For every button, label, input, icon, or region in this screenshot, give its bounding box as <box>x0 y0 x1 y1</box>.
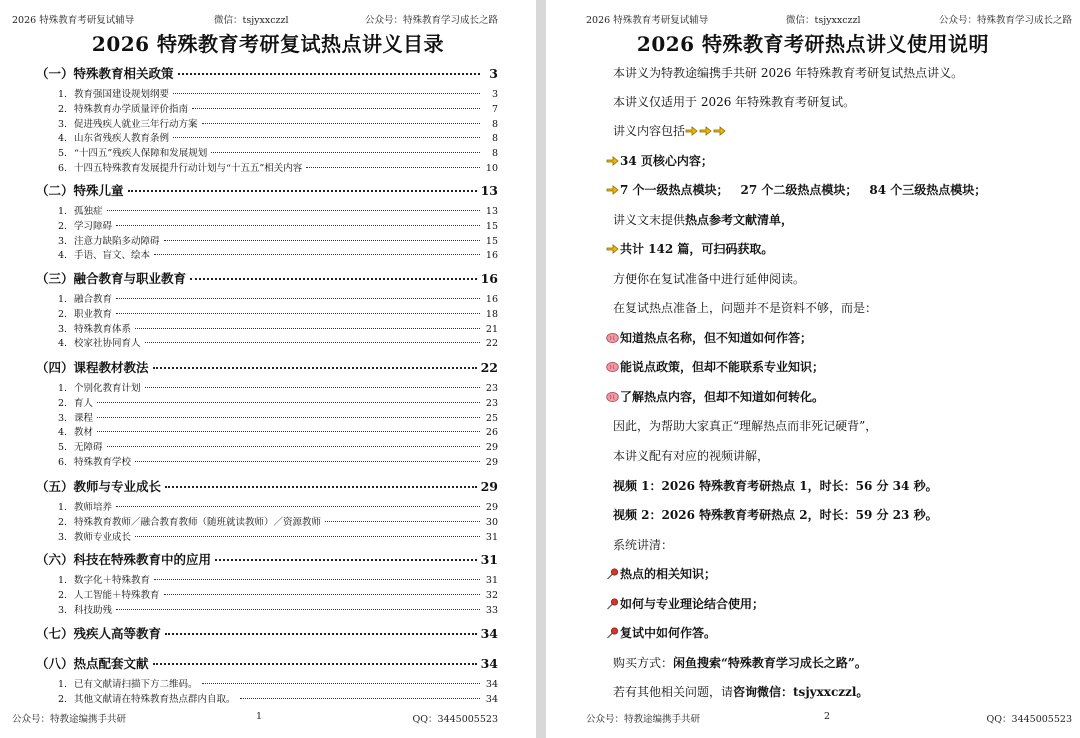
toc-item-number: 2. <box>58 103 68 115</box>
toc-item-number: 2. <box>58 220 68 232</box>
toc-section[interactable] <box>36 477 498 495</box>
toc-item-number: 3. <box>58 235 68 247</box>
toc-item-number: 1. <box>58 383 68 394</box>
bullet-line: 复试中如何作答。 <box>606 624 716 641</box>
toc-section[interactable] <box>36 64 498 82</box>
footer-right: QQ：3445005523 <box>986 714 1072 725</box>
pointing-hand-icon <box>606 184 619 196</box>
toc-page-number: 8 <box>491 148 498 160</box>
dot-leader <box>240 698 480 699</box>
toc-item-number: 5. <box>58 148 68 160</box>
toc-item-number: 1. <box>58 502 68 513</box>
toc-page-number: 34 <box>485 679 498 690</box>
toc-section[interactable] <box>36 624 498 642</box>
toc-item[interactable] <box>58 306 498 320</box>
toc-item[interactable] <box>58 529 498 543</box>
toc-page-number: 3 <box>491 89 498 100</box>
dot-leader <box>165 486 477 488</box>
bullet-line: 共计 142 篇，可扫码获取。 <box>606 240 773 257</box>
toc-section[interactable] <box>36 550 498 568</box>
toc-item[interactable] <box>58 587 498 601</box>
toc-item-number: 1. <box>58 206 68 217</box>
toc-item[interactable] <box>58 499 498 513</box>
toc-page-number: 34 <box>485 693 498 705</box>
dot-leader <box>145 387 480 388</box>
toc-item-label: 已有文献请扫描下方二维码。 <box>74 679 198 690</box>
toc-page <box>0 0 536 738</box>
pointing-hand-icon <box>685 125 698 137</box>
bullet-line: 知道热点名称，但不知道如何作答； <box>606 329 812 346</box>
toc-item[interactable] <box>58 410 498 424</box>
bullet-line: 34 页核心内容； <box>606 152 713 169</box>
toc-item-number: 3. <box>58 531 68 543</box>
toc-page-number: 31 <box>480 552 498 567</box>
toc-item-label: 科技助残 <box>74 604 113 616</box>
toc-page-number: 8 <box>491 133 498 145</box>
toc-item-number: 6. <box>58 457 68 468</box>
toc-item-label: 其他文献请在特殊教育热点群内自取。 <box>74 693 236 705</box>
pointing-hand-icon <box>606 155 619 167</box>
text-line: 讲义文末提供 热点参考文献清单， <box>613 213 794 227</box>
toc-page-number: 3 <box>489 66 498 81</box>
toc-item[interactable] <box>58 218 498 232</box>
pushpin-icon <box>606 598 619 610</box>
toc-item-label: 山东省残疾人教育条例 <box>74 133 170 145</box>
toc-page-number: 30 <box>485 516 498 528</box>
toc-item-label: 教育强国建设规划纲要 <box>74 89 170 100</box>
dot-leader <box>154 579 480 580</box>
bullet-line: 了解热点内容，但却不知道如何转化。 <box>606 388 824 405</box>
toc-item[interactable] <box>58 291 498 305</box>
toc-section-label: （三）融合教育与职业教育 <box>36 271 187 286</box>
toc-page-number: 29 <box>485 442 498 454</box>
toc-page-number: 23 <box>485 397 498 409</box>
toc-section-label: （六）科技在特殊教育中的应用 <box>36 552 212 567</box>
dot-leader <box>173 93 480 94</box>
dot-leader <box>202 123 480 124</box>
video-line: 视频 2：2026 特殊教育考研热点 2，时长：59 分 23 秒。 <box>613 508 938 522</box>
toc-page-number: 16 <box>485 294 498 305</box>
purchase-line: 购买方式： 闲鱼搜索“特殊教育学习成长之路”。 <box>613 656 867 670</box>
toc-item-label: 特殊教育体系 <box>74 323 132 335</box>
header-left: 2026 特殊教育考研复试辅导 <box>12 15 135 26</box>
dot-leader <box>116 313 480 314</box>
toc-page-number: 22 <box>485 338 498 350</box>
toc-page-number: 13 <box>480 183 498 198</box>
header-wechat: 微信：tsjyxxczzl <box>786 15 861 26</box>
page-title: 2026 特殊教育考研复试热点讲义目录 <box>91 32 445 56</box>
toc-item[interactable] <box>58 602 498 616</box>
dot-leader <box>107 210 480 211</box>
toc-item-label: 课程 <box>74 412 94 424</box>
toc-section-label: （一）特殊教育相关政策 <box>36 66 174 81</box>
dot-leader <box>153 367 477 369</box>
footer-right: QQ：3445005523 <box>412 714 498 725</box>
toc-item[interactable] <box>58 439 498 453</box>
toc-page-number: 8 <box>491 118 498 130</box>
toc-item-number: 4. <box>58 338 68 350</box>
toc-item-number: 4. <box>58 133 68 145</box>
toc-item-label: 十四五特殊教育发展提升行动计划与“十五五”相关内容 <box>74 163 303 174</box>
toc-item-number: 3. <box>58 118 68 130</box>
toc-section-label: （七）残疾人高等教育 <box>36 626 162 641</box>
toc-section[interactable] <box>36 358 498 376</box>
toc-page-number: 26 <box>485 427 498 439</box>
toc-item-label: 无障碍 <box>74 442 103 454</box>
toc-item-label: 教师专业成长 <box>74 531 132 543</box>
toc-item[interactable] <box>58 130 498 144</box>
toc-page-number: 31 <box>485 575 498 586</box>
toc-page-number: 29 <box>485 502 498 513</box>
dot-leader <box>145 342 480 343</box>
toc-item[interactable] <box>58 395 498 409</box>
video-line: 视频 1：2026 特殊教育考研热点 1，时长：56 分 34 秒。 <box>613 479 938 493</box>
toc-item[interactable] <box>58 160 498 174</box>
toc-page-number: 32 <box>485 589 498 601</box>
dot-leader <box>165 633 477 635</box>
header-left: 2026 特殊教育考研复试辅导 <box>586 15 709 26</box>
dot-leader <box>116 298 480 299</box>
toc-item-label: 特殊教育学校 <box>74 457 132 468</box>
toc-item-label: “十四五”残疾人保障和发展规划 <box>74 148 208 160</box>
pushpin-icon <box>606 627 619 639</box>
toc-item-label: 教师培养 <box>74 502 113 513</box>
toc-item-number: 1. <box>58 294 68 305</box>
dot-leader <box>135 461 480 462</box>
dot-leader <box>97 402 480 403</box>
dot-leader <box>215 559 477 561</box>
toc-page-number: 15 <box>485 220 498 232</box>
toc-item-number: 4. <box>58 427 68 439</box>
toc-item[interactable] <box>58 203 498 217</box>
bullet-line: 热点的相关知识； <box>606 565 716 582</box>
toc-page-number: 15 <box>485 235 498 247</box>
toc-item[interactable] <box>58 424 498 438</box>
instructions-page <box>546 0 1080 738</box>
dot-leader <box>190 278 477 280</box>
pointing-hand-icon <box>606 243 619 255</box>
toc-page-number: 7 <box>491 103 498 115</box>
toc-item-number: 2. <box>58 693 68 705</box>
toc-page-number: 34 <box>480 656 498 671</box>
dot-leader <box>128 190 477 192</box>
text-line: 系统讲清： <box>613 538 674 552</box>
header-wechat: 微信：tsjyxxczzl <box>214 15 289 26</box>
toc-item-label: 人工智能＋特殊教育 <box>74 589 160 601</box>
toc-page-number: 16 <box>480 271 498 286</box>
dot-leader <box>135 536 480 537</box>
toc-item-label: 孤独症 <box>74 206 103 217</box>
text-line: 讲义内容包括 <box>613 122 727 139</box>
dot-leader <box>97 431 480 432</box>
dot-leader <box>116 609 480 610</box>
toc-item-label: 特殊教育教师／融合教育教师（随班就读教师）／资源教师 <box>74 516 322 528</box>
toc-page-number: 31 <box>485 531 498 543</box>
toc-item-number: 3. <box>58 412 68 424</box>
dot-leader <box>211 152 480 153</box>
toc-item[interactable] <box>58 233 498 247</box>
toc-item-number: 1. <box>58 679 68 690</box>
toc-page-number: 29 <box>480 479 498 494</box>
toc-item-label: 注意力缺陷多动障碍 <box>74 235 160 247</box>
page-title: 2026 特殊教育考研热点讲义使用说明 <box>636 32 990 56</box>
toc-item-label: 促进残疾人就业三年行动方案 <box>74 118 198 130</box>
toc-item-label: 学习障碍 <box>74 220 113 232</box>
toc-page-number: 21 <box>485 323 498 335</box>
toc-item-number: 3. <box>58 604 68 616</box>
toc-section-label: （二）特殊儿童 <box>36 183 124 198</box>
text-line: 方便你在复试准备中进行延伸阅读。 <box>613 272 806 286</box>
text-line: 本讲义为特教途编携手共研 2026 年特殊教育考研复试热点讲义。 <box>613 66 964 80</box>
toc-item[interactable] <box>58 86 498 100</box>
toc-item-number: 6. <box>58 163 68 174</box>
toc-section[interactable] <box>36 181 498 199</box>
toc-item-number: 2. <box>58 308 68 320</box>
footer-left: 公众号：特教途编携手共研 <box>12 714 127 725</box>
dot-leader <box>306 167 480 168</box>
toc-item[interactable] <box>58 335 498 349</box>
toc-item-number: 4. <box>58 250 68 262</box>
toc-item[interactable] <box>58 572 498 586</box>
toc-page-number: 18 <box>485 308 498 320</box>
toc-item[interactable] <box>58 514 498 528</box>
toc-item-label: 职业教育 <box>74 308 113 320</box>
dot-leader <box>192 108 480 109</box>
dot-leader <box>202 683 480 684</box>
dot-leader <box>153 663 477 665</box>
toc-item-label: 校家社协同育人 <box>74 338 141 350</box>
dot-leader <box>116 225 480 226</box>
pointing-hand-icon <box>713 125 726 137</box>
toc-section-label: （五）教师与专业成长 <box>36 479 162 494</box>
toc-item[interactable] <box>58 454 498 468</box>
text-line: 在复试热点准备上，问题并不是资料不够，而是： <box>613 301 878 315</box>
toc-item[interactable] <box>58 247 498 261</box>
toc-item-number: 1. <box>58 575 68 586</box>
bullet-line: 7 个一级热点模块； 27 个二级热点模块； 84 个三级热点模块； <box>606 181 986 198</box>
toc-item[interactable] <box>58 116 498 130</box>
toc-item-label: 手语、盲文、绘本 <box>74 250 151 262</box>
text-line: 本讲义配有对应的视频讲解， <box>613 449 770 463</box>
dot-leader <box>97 417 480 418</box>
pointing-hand-icon <box>699 125 712 137</box>
toc-item[interactable] <box>58 101 498 115</box>
dot-leader <box>107 446 480 447</box>
toc-section-label: （八）热点配套文献 <box>36 656 149 671</box>
toc-item-label: 融合教育 <box>74 294 113 305</box>
toc-section-label: （四）课程教材教法 <box>36 360 149 375</box>
bullet-line: 如何与专业理论结合使用； <box>606 595 764 612</box>
toc-page-number: 22 <box>480 360 498 375</box>
dot-leader <box>135 328 480 329</box>
header-right: 公众号：特殊教育学习成长之路 <box>364 15 498 26</box>
toc-page-number: 25 <box>485 412 498 424</box>
brain-icon <box>606 332 619 344</box>
toc-item-number: 2. <box>58 589 68 601</box>
toc-item-number: 1. <box>58 89 68 100</box>
toc-item-number: 3. <box>58 323 68 335</box>
toc-item-label: 育人 <box>74 397 94 409</box>
dot-leader <box>164 594 480 595</box>
toc-item-label: 数字化＋特殊教育 <box>74 575 151 586</box>
text-line: 因此，为帮助大家真正“理解热点而非死记硬背”， <box>613 419 878 433</box>
header-right: 公众号：特殊教育学习成长之路 <box>938 15 1072 26</box>
toc-page-number: 10 <box>485 163 498 174</box>
dot-leader <box>154 254 480 255</box>
toc-page-number: 23 <box>485 383 498 394</box>
pushpin-icon <box>606 568 619 580</box>
toc-item[interactable] <box>58 145 498 159</box>
toc-item[interactable] <box>58 321 498 335</box>
toc-item-number: 2. <box>58 397 68 409</box>
toc-page-number: 29 <box>485 457 498 468</box>
toc-section[interactable] <box>36 654 498 672</box>
toc-page-number: 34 <box>480 626 498 641</box>
toc-item-label: 教材 <box>74 427 94 439</box>
dot-leader <box>325 521 480 522</box>
contact-line: 若有其他相关问题，请 咨询微信：tsjyxxczzl。 <box>613 685 869 699</box>
dot-leader <box>116 506 480 507</box>
toc-page-number: 16 <box>485 250 498 262</box>
toc-item-label: 个别化教育计划 <box>74 383 141 394</box>
page-number: 2 <box>824 711 831 722</box>
brain-icon <box>606 361 619 373</box>
toc-item-number: 2. <box>58 516 68 528</box>
toc-item[interactable] <box>58 691 498 705</box>
toc-item-label: 特殊教育办学质量评价指南 <box>74 103 189 115</box>
footer-left: 公众号：特教途编携手共研 <box>586 714 701 725</box>
dot-leader <box>164 240 480 241</box>
toc-section[interactable] <box>36 269 498 287</box>
bullet-line: 能说点政策，但却不能联系专业知识； <box>606 358 824 375</box>
brain-icon <box>606 391 619 403</box>
toc-item[interactable] <box>58 676 498 690</box>
toc-item-number: 5. <box>58 442 68 454</box>
toc-page-number: 33 <box>485 604 498 616</box>
toc-item[interactable] <box>58 380 498 394</box>
page-number: 1 <box>256 711 263 722</box>
text-line: 本讲义仅适用于 2026 年特殊教育考研复试。 <box>613 95 856 109</box>
dot-leader <box>178 73 480 75</box>
toc-page-number: 13 <box>485 206 498 217</box>
dot-leader <box>173 137 480 138</box>
